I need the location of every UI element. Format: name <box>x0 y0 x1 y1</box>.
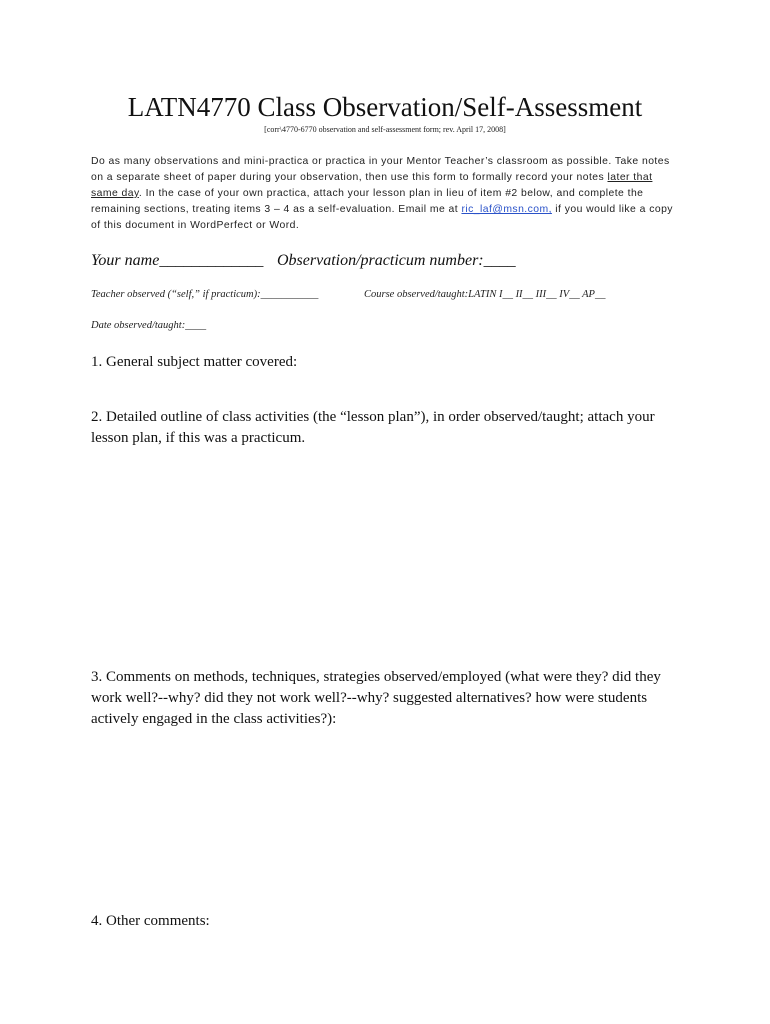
course-observed-field[interactable]: Course observed/taught:LATIN I__ II__ III__ IV__ AP__ <box>364 289 606 300</box>
instructions-text-1: Do as many observations and mini-practica or practica in your Mentor Teacher’s classroom as possible. Take notes on a separate sheet of paper during your observation, then use this form to formally record your notes <box>91 156 670 183</box>
instructions-text-3: if you would like a copy of this document in WordPerfect or Word. <box>91 204 673 231</box>
question-4: 4. Other comments: <box>91 913 210 929</box>
question-2: 2. Detailed outline of class activities (the “lesson plan”), in order observed/taught; attach your lesson plan, if this was a practicum. <box>91 409 655 446</box>
question-1: 1. General subject matter covered: <box>91 354 298 370</box>
email-link[interactable]: ric_laf@msn.com, <box>461 204 552 215</box>
instructions-underlined: later that same day <box>91 172 653 199</box>
date-observed-field[interactable]: Date observed/taught:____ <box>91 320 207 331</box>
question-3: 3. Comments on methods, techniques, strategies observed/employed (what were they? did they work well?--why? did they not work well?--why? suggested alternatives? how were students actively engaged in the class activities?): <box>91 669 661 727</box>
page-title: LATN4770 Class Observation/Self-Assessment <box>127 92 643 122</box>
instructions-text-2: . In the case of your own practica, attach your lesson plan in lieu of item #2 below, and complete the remaining sections, treating items 3 – 4 as a self-evaluation. Email me at <box>91 188 644 215</box>
instructions-paragraph <box>91 154 681 234</box>
your-name-field[interactable]: Your name_____________ <box>91 252 264 269</box>
revision-note: [corr\4770-6770 observation and self-assessment form; rev. April 17, 2008] <box>264 125 506 134</box>
teacher-observed-field[interactable]: Teacher observed (“self,” if practicum):___________ <box>91 289 319 300</box>
practicum-number-field[interactable]: Observation/practicum number:____ <box>277 252 516 269</box>
